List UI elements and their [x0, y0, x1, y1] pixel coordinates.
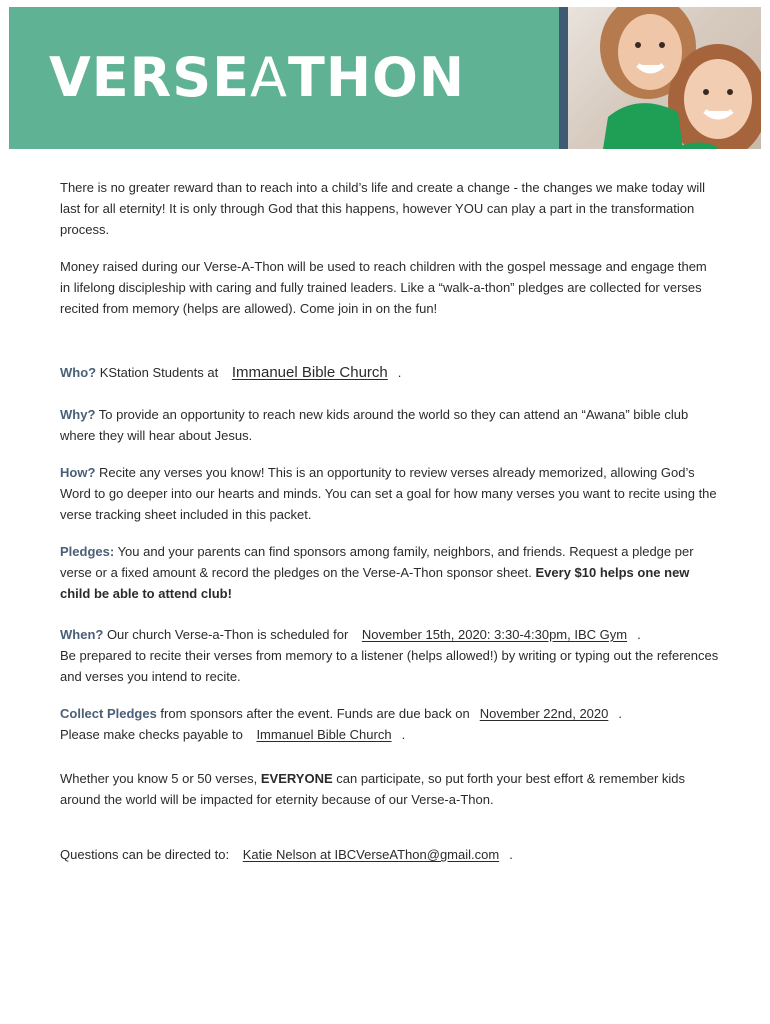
collect-label: Collect Pledges	[60, 706, 157, 721]
contact-fill: Katie Nelson at IBCVerseAThon@gmail.com	[242, 847, 500, 862]
why-text: To provide an opportunity to reach new kids around the world so they can attend an “Awana” bible club where they will hear about Jesus.	[60, 407, 689, 443]
who-section	[60, 362, 720, 383]
collect-text: from sponsors after the event. Funds are due back on	[156, 706, 470, 721]
collect-section	[60, 703, 720, 745]
intro-paragraph-1: There is no greater reward than to reach into a child’s life and create a change - the changes we make today will last for all eternity! It is only through God that this happens, however YOU can play a part in the transformation process.	[60, 180, 706, 237]
banner-divider	[559, 7, 568, 149]
pledges-bold-text: Every $10 helps one new child be able to attend club!	[60, 565, 690, 601]
everyone-text-2: can participate, so put forth your best effort & remember kids around the world will be impacted for eternity because of our Verse-a-Thon.	[60, 771, 686, 807]
everyone-section	[60, 768, 720, 810]
why-label: Why?	[60, 407, 96, 422]
checks-end: .	[401, 727, 406, 742]
pledges-text: You and your parents can find sponsors among family, neighbors, and friends. Request a pledge per verse or a fixed amount & record the pledges on the Verse-A-Thon sponsor sheet.	[60, 544, 694, 580]
intro-paragraph-2: Money raised during our Verse-A-Thon will be used to reach children with the gospel message and engage them in lifelong discipleship with caring and fully trained leaders. Like a “walk-a-thon” pledges are collected for verses recited from memory (helps are allowed). Come join in on the fun!	[60, 259, 707, 316]
payee-fill: Immanuel Bible Church	[256, 727, 392, 742]
everyone-bold: EVERYONE	[260, 771, 333, 786]
children-photo-illustration	[568, 7, 761, 149]
questions-text: Questions can be directed to:	[60, 847, 233, 862]
why-section	[60, 404, 720, 446]
verseathon-logo-title: VERSEATHON	[49, 46, 466, 109]
pledges-section	[60, 541, 720, 604]
who-end: .	[397, 365, 402, 380]
checks-text: Please make checks payable to	[60, 727, 247, 742]
who-church-fill: Immanuel Bible Church	[231, 364, 388, 381]
who-label: Who?	[60, 365, 97, 380]
questions-section	[60, 844, 720, 865]
header-banner	[9, 7, 761, 149]
when-end: .	[637, 627, 641, 642]
pledges-label: Pledges:	[60, 544, 115, 559]
due-date-fill: November 22nd, 2020	[479, 706, 609, 721]
who-text: KStation Students at	[96, 365, 222, 380]
collect-end: .	[618, 706, 622, 721]
how-label: How?	[60, 465, 96, 480]
when-date-fill: November 15th, 2020: 3:30-4:30pm, IBC Gym	[361, 627, 628, 642]
when-label: When?	[60, 627, 104, 642]
when-text: Our church Verse-a-Thon is scheduled for	[103, 627, 352, 642]
how-text: Recite any verses you know! This is an opportunity to review verses already memorized, allowing God’s Word to go deeper into our hearts and minds. You can set a goal for how many verses you want to recite using the verse tracking sheet included in this packet.	[60, 465, 717, 522]
questions-end: .	[509, 847, 513, 862]
everyone-text-1: Whether you know 5 or 50 verses,	[60, 771, 261, 786]
when-text-2: Be prepared to recite their verses from memory to a listener (helps allowed!) by writing or typing out the references and verses you intend to recite.	[60, 648, 719, 684]
when-section	[60, 624, 720, 687]
how-section	[60, 462, 720, 525]
children-photo	[568, 7, 761, 149]
